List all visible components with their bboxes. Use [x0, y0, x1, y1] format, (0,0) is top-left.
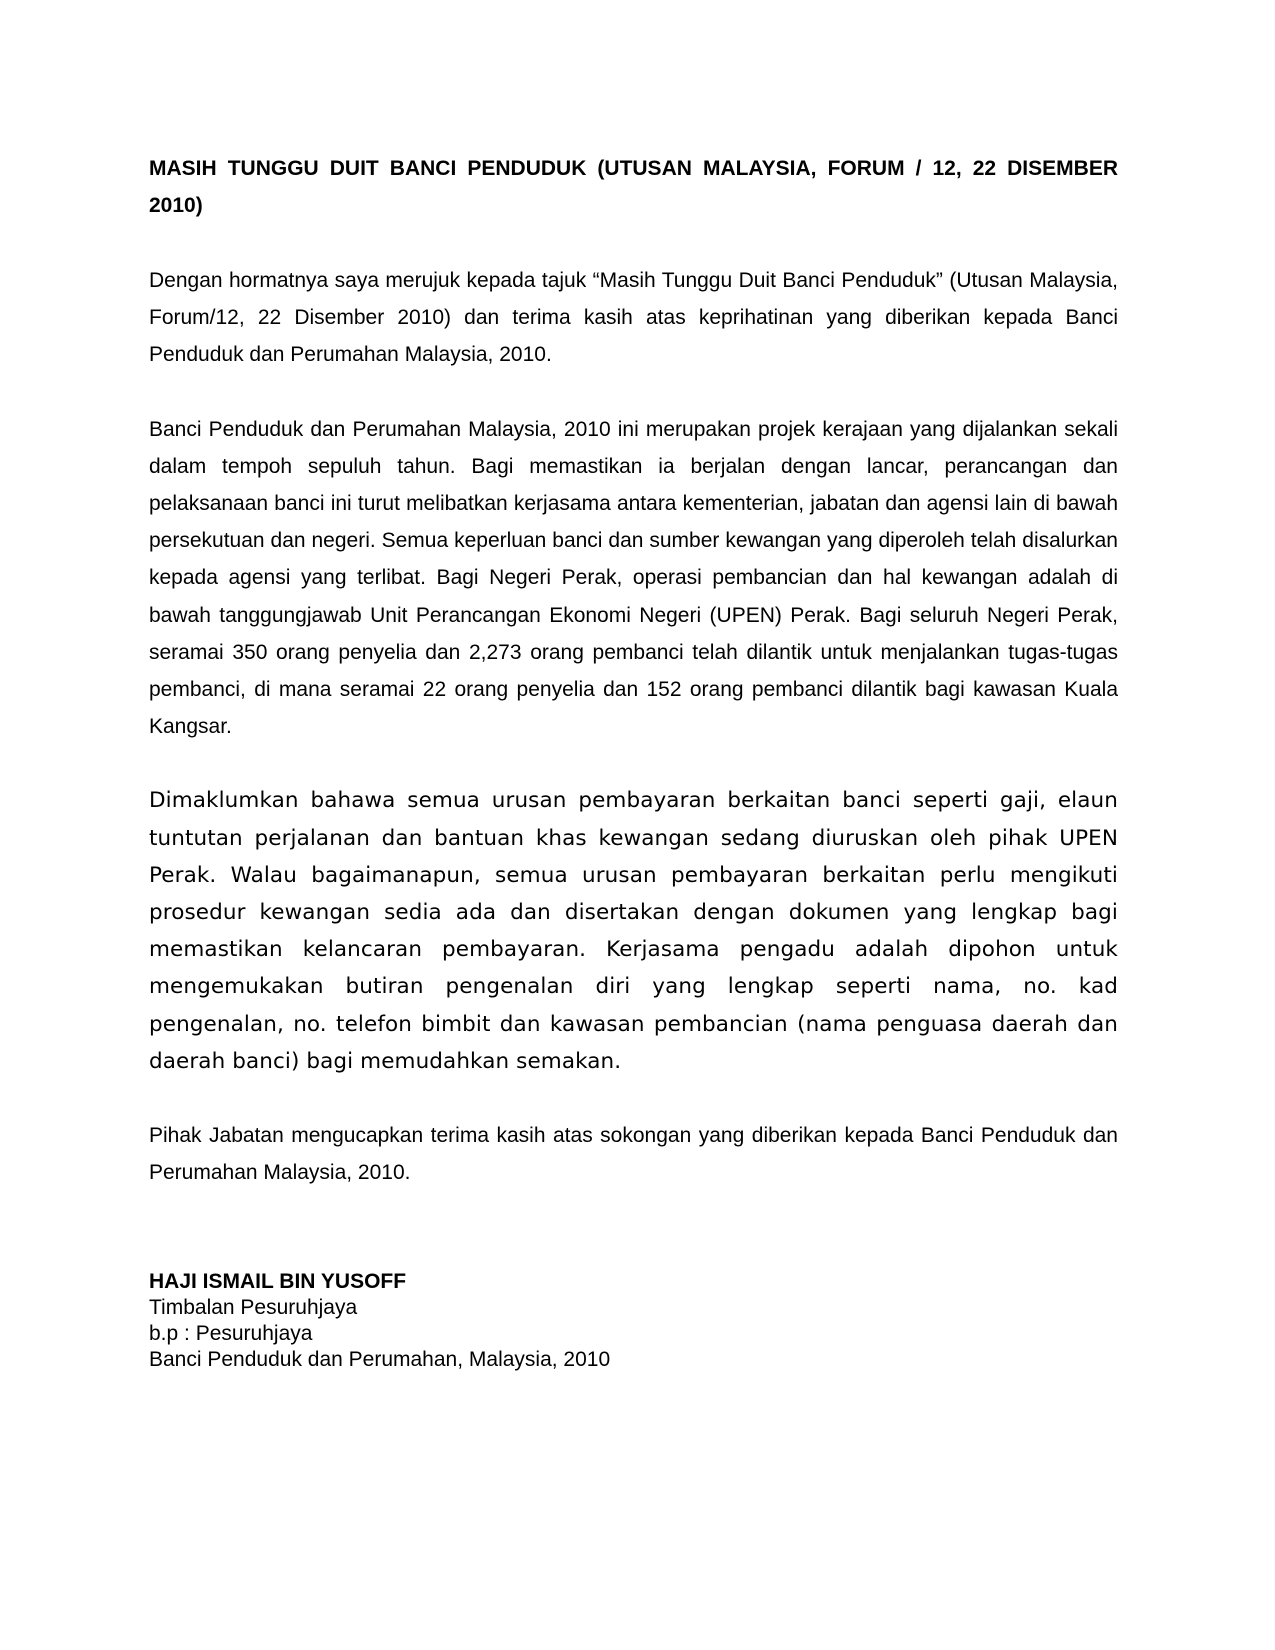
signature-block — [149, 1269, 1118, 1373]
paragraph-closing: Pihak Jabatan mengucapkan terima kasih atas sokongan yang diberikan kepada Banci Penduduk dan Perumahan Malaysia, 2010. — [149, 1124, 1118, 1185]
signatory-organization: Banci Penduduk dan Perumahan, Malaysia, 2010 — [149, 1348, 611, 1372]
signatory-name: HAJI ISMAIL BIN YUSOFF — [149, 1270, 407, 1294]
document-title: MASIH TUNGGU DUIT BANCI PENDUDUK (UTUSAN MALAYSIA, FORUM / 12, 22 DISEMBER 2010) — [149, 157, 1118, 217]
signatory-position: Timbalan Pesuruhjaya — [149, 1296, 358, 1320]
paragraph-payment-info: Dimaklumkan bahawa semua urusan pembayaran berkaitan banci seperti gaji, elaun tuntutan perjalanan dan bantuan khas kewangan sedang diuruskan oleh pihak UPEN Perak. Walau bagaimanapun, semua urusan pembayaran berkaitan perlu mengikuti prosedur kewangan sedia ada dan disertakan dengan dokumen yang lengkap bagi memastikan kelancaran pembayaran. Kerjasama pengadu adalah dipohon untuk mengemukakan butiran pengenalan diri yang lengkap seperti nama, no. kad pengenalan, no. telefon bimbit dan kawasan pembancian (nama penguasa daerah dan daerah banci) bagi memudahkan semakan. — [149, 788, 1118, 1074]
document-page — [149, 150, 1118, 1373]
signatory-on-behalf: b.p : Pesuruhjaya — [149, 1322, 313, 1346]
paragraph-census-background: Banci Penduduk dan Perumahan Malaysia, 2010 ini merupakan projek kerajaan yang dijalankan sekali dalam tempoh sepuluh tahun. Bagi memastikan ia berjalan dengan lancar, perancangan dan pelaksanaan banci ini turut melibatkan kerjasama antara kementerian, jabatan dan agensi lain di bawah persekutuan dan negeri. Semua keperluan banci dan sumber kewangan yang diperoleh telah disalurkan kepada agensi yang terlibat. Bagi Negeri Perak, operasi pembancian dan hal kewangan adalah di bawah tanggungjawab Unit Perancangan Ekonomi Negeri (UPEN) Perak. Bagi seluruh Negeri Perak, seramai 350 orang penyelia dan 2,273 orang pembanci telah dilantik untuk menjalankan tugas-tugas pembanci, di mana seramai 22 orang penyelia dan 152 orang pembanci dilantik bagi kawasan Kuala Kangsar. — [149, 417, 1118, 739]
paragraph-intro: Dengan hormatnya saya merujuk kepada tajuk “Masih Tunggu Duit Banci Penduduk” (Utusan Malaysia, Forum/12, 22 Disember 2010) dan terima kasih atas keprihatinan yang diberikan kepada Banci Penduduk dan Perumahan Malaysia, 2010. — [149, 269, 1118, 367]
